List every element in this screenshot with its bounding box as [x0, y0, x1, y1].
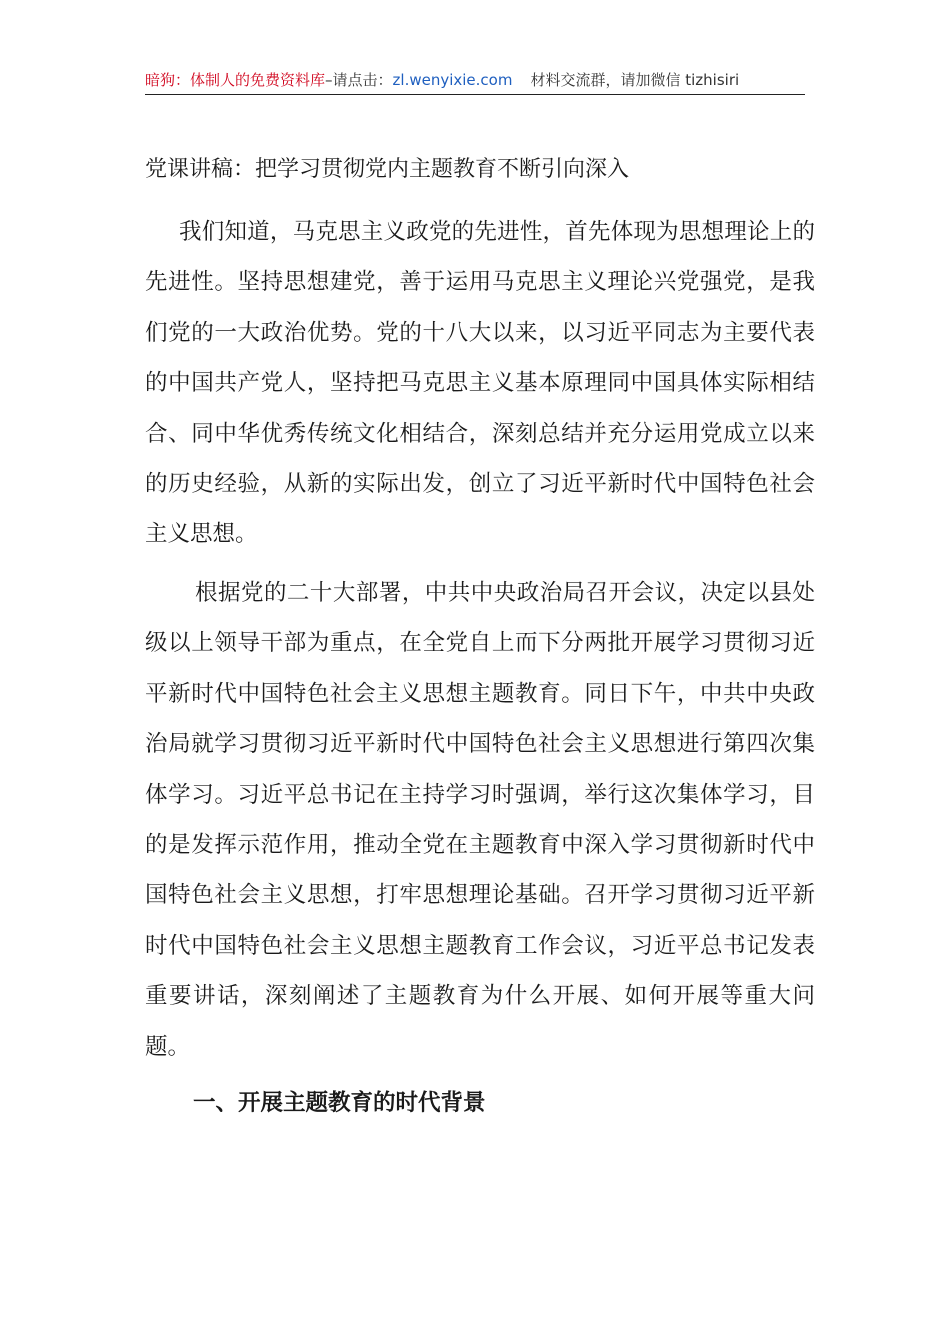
header-wechat-note: 材料交流群，请加微信 tizhisiri	[530, 71, 740, 89]
header-click-prompt: –请点击：	[325, 71, 393, 89]
paragraph-1: 我们知道，马克思主义政党的先进性，首先体现为思想理论上的先进性。坚持思想建党，善于运用马克思主义理论兴党强党，是我们党的一大政治优势。党的十八大以来，以习近平同志为主要代表的中国共产党人，坚持把马克思主义基本原理同中国具体实际相结合、同中华优秀传统文化相结合，深刻总结并充分运用党成立以来的历史经验，从新的实际出发，创立了习近平新时代中国特色社会主义思想。	[145, 219, 815, 548]
section-heading: 一、开展主题教育的时代背景	[193, 1090, 486, 1116]
page-header	[145, 70, 805, 95]
header-brand: 暗狗：体制人的免费资料库	[145, 71, 326, 89]
paragraph-2: 根据党的二十大部署，中共中央政治局召开会议，决定以县处级以上领导干部为重点，在全党自上而下分两批开展学习贯彻习近平新时代中国特色社会主义思想主题教育。同日下午，中共中央政治局就学习贯彻习近平新时代中国特色社会主义思想进行第四次集体学习。习近平总书记在主持学习时强调，举行这次集体学习，目的是发挥示范作用，推动全党在主题教育中深入学习贯彻新时代中国特色社会主义思想，打牢思想理论基础。召开学习贯彻习近平新时代中国特色社会主义思想主题教育工作会议，习近平总书记发表重要讲话，深刻阐述了主题教育为什么开展、如何开展等重大问题。	[145, 580, 815, 1060]
document-title: 党课讲稿：把学习贯彻党内主题教育不断引向深入	[145, 157, 630, 182]
header-url-link[interactable]: zl.wenyixie.com	[392, 71, 513, 89]
